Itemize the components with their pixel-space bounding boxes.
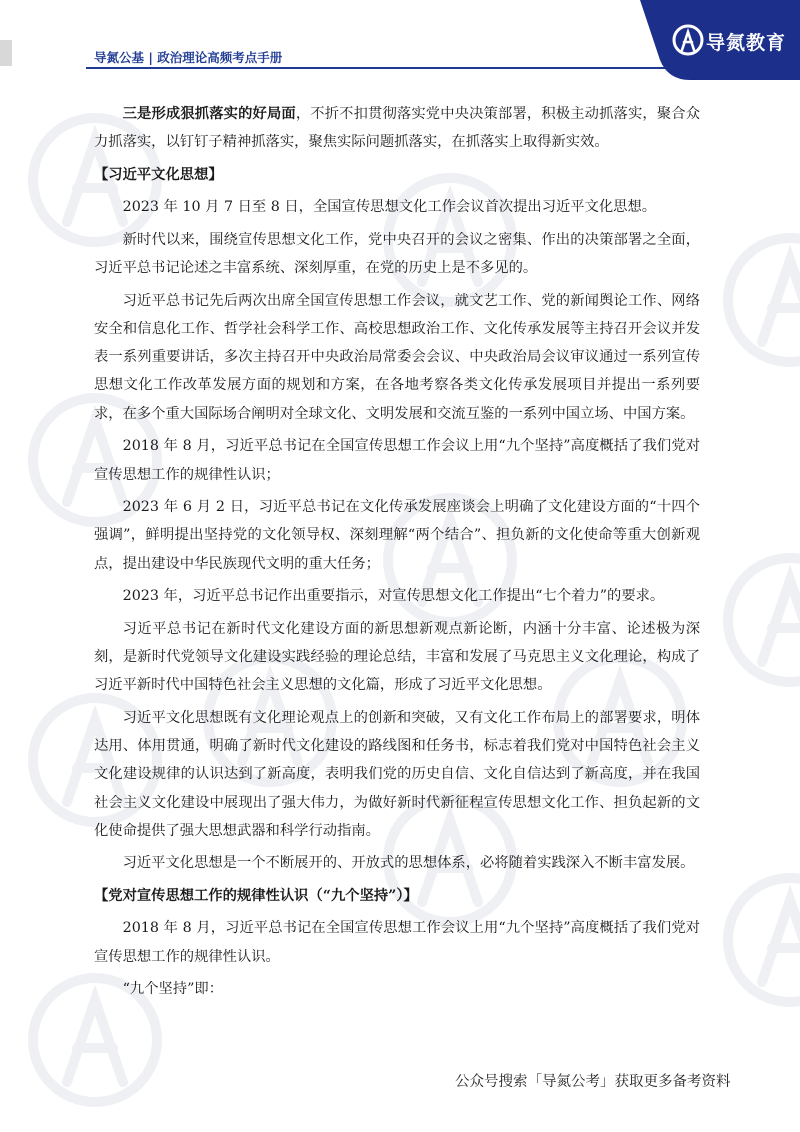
paragraph: 习近平总书记先后两次出席全国宣传思想工作会议，就文艺工作、党的新闻舆论工作、网络安全和信息化工作、哲学社会科学工作、高校思想政治工作、文化传承发展等主持召开会议并发表一系列重要讲话，多次主持召开中央政治局常委会会议、中央政治局会议审议通过一系列宣传思想文化工作改革发展方面的规划和方案，在各地考察各类文化传承发展项目并提出一系列要求，在多个重大国际场合阐明对全球文化、文明发展和交流互鉴的一系列中国立场、中国方案。 [94, 292, 700, 422]
document-body [94, 100, 700, 1008]
brand-block [0, 0, 800, 80]
paragraph [94, 100, 700, 157]
paragraph: 2018 年 8 月，习近平总书记在全国宣传思想工作会议上用“九个坚持”高度概括了我们党对宣传思想工作的规律性认识。 [94, 920, 700, 965]
bold-lead: 三是形成狠抓落实的好局面 [122, 106, 296, 122]
watermark-logo-icon [728, 558, 800, 682]
section-heading-nine-persistences: 【党对宣传思想工作的规律性认识（“九个坚持”）】 [94, 887, 418, 904]
paragraph-text: ，不折不扣贯彻落实党中央决策部署，积极主动抓落实，聚合众力抓落实，以钉钉子精神抓落实，聚焦实际问题抓落实，在抓落实上取得新实效。 [94, 106, 700, 151]
paragraph: “九个坚持”即： [122, 981, 223, 998]
paragraph: 习近平文化思想既有文化理论观点上的创新和突破，又有文化工作布局上的部署要求，明体达用、体用贯通，明确了新时代文化建设的路线图和任务书，标志着我们党对中国特色社会主义文化建设规律的认识达到了新高度，表明我们党的历史自信、文化自信达到了新高度，并在我国社会主义文化建设中展现出了强大伟力，为做好新时代新征程宣传思想文化工作、担负起新的文化使命提供了强大思想武器和科学行动指南。 [94, 709, 700, 839]
paragraph: 2023 年 6 月 2 日，习近平总书记在文化传承发展座谈会上明确了文化建设方面的“十四个强调”，鲜明提出坚持党的文化领导权、深刻理解“两个结合”、担负新的文化使命等重大创新观点，提出建设中华民族现代文明的重大任务； [94, 498, 700, 572]
watermark-logo-icon [728, 878, 800, 1002]
watermark-logo-icon [728, 238, 800, 362]
paragraph: 2018 年 8 月，习近平总书记在全国宣传思想工作会议上用“九个坚持”高度概括了我们党对宣传思想工作的规律性认识； [94, 438, 700, 483]
paragraph: 习近平总书记在新时代文化建设方面的新思想新观点新论断，内涵十分丰富、论述极为深刻，是新时代党领导文化建设实践经验的理论总结，丰富和发展了马克思主义文化理论，构成了习近平新时代中国特色社会主义思想的文化篇，形成了习近平文化思想。 [94, 620, 700, 694]
header-title: 导氮公基 | 政治理论高频考点手册 [94, 50, 283, 65]
paragraph: 2023 年 10 月 7 日至 8 日，全国宣传思想文化工作会议首次提出习近平文化思想。 [122, 199, 657, 216]
paragraph: 习近平文化思想是一个不断展开的、开放式的思想体系，必将随着实践深入不断丰富发展。 [122, 855, 695, 872]
footer-promo-text: 公众号搜索「导氮公考」获取更多备考资料 [455, 1074, 731, 1090]
paragraph: 2023 年，习近平总书记作出重要指示，对宣传思想文化工作提出“七个着力”的要求。 [122, 588, 665, 605]
brand-name: 导氮教育 [706, 32, 787, 54]
paragraph: 新时代以来，围绕宣传思想文化工作，党中央召开的会议之密集、作出的决策部署之全面，习近平总书记论述之丰富系统、深刻厚重，在党的历史上是不多见的。 [94, 231, 700, 277]
brand-banner [0, 0, 800, 80]
section-heading-culture-thought: 【习近平文化思想】 [94, 166, 223, 183]
